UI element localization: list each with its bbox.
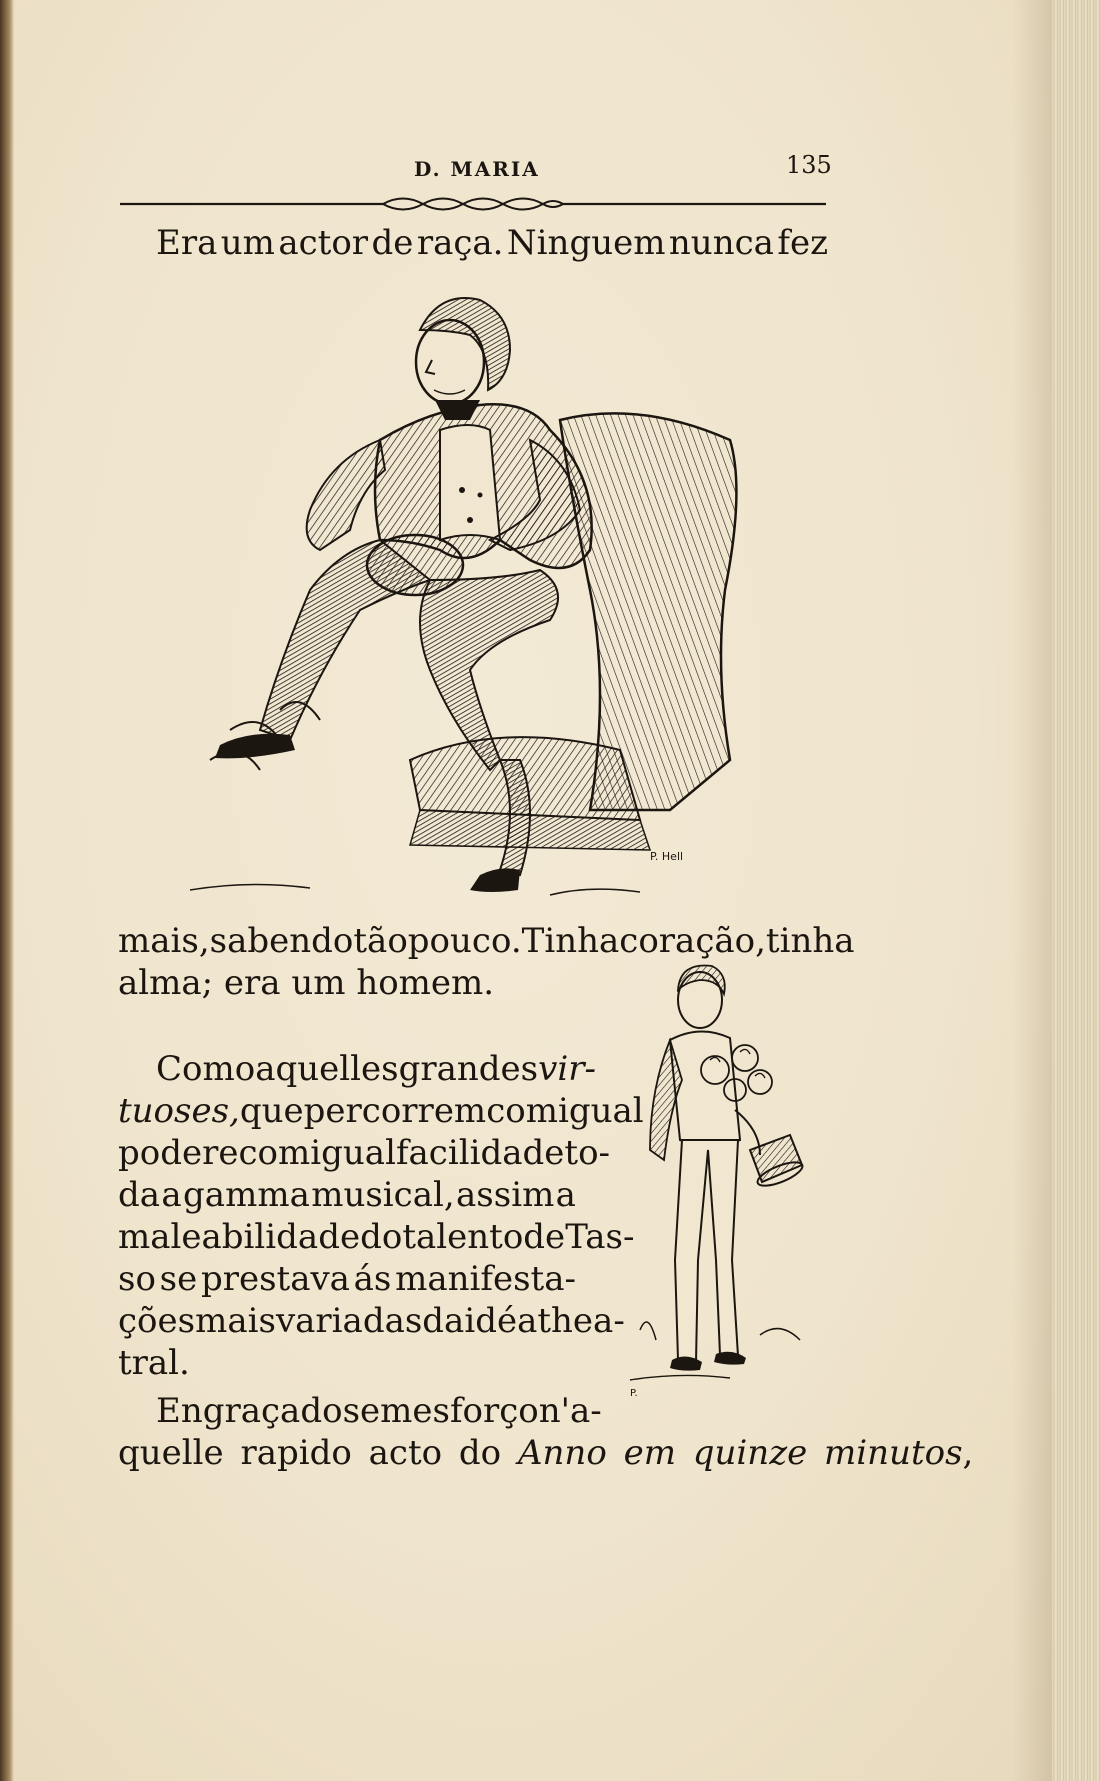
para2-line-8: tral.: [118, 1343, 190, 1383]
header-ornamental-rule: [118, 190, 828, 218]
para2-line-6: so se prestava ás manifesta-: [118, 1259, 576, 1299]
word: tão: [353, 921, 408, 961]
word: raça.: [416, 223, 504, 263]
word: pouco.: [407, 921, 522, 961]
page-number: 135: [786, 151, 832, 179]
word: Como: [156, 1049, 256, 1089]
word: com: [486, 1091, 558, 1131]
word: mais,: [118, 921, 210, 961]
word: actor: [278, 223, 369, 263]
running-title: D. MARIA: [414, 157, 540, 181]
word: igual: [557, 1091, 644, 1131]
para2-line-1: [156, 1048, 596, 1090]
para2-line-4: da a gamma musical, assim a: [118, 1175, 576, 1215]
italic-word: vir-: [538, 1049, 596, 1089]
text-line-3: alma; era um homem.: [118, 963, 495, 1003]
para2-line-3: poder e com igual facilidade to-: [118, 1133, 611, 1173]
text-line-2: [118, 920, 855, 962]
seated-actor-illustration: [170, 290, 750, 900]
page-shadow: [1012, 0, 1052, 1781]
word: Tinha: [521, 921, 620, 961]
para3-line-1: Engraçado sem esforço n'a-: [156, 1391, 602, 1431]
italic-title: Anno em quinze minutos: [517, 1433, 963, 1473]
italic-word: tuoses,: [118, 1091, 240, 1131]
standing-actor-illustration: [620, 960, 835, 1400]
word: tinha: [765, 921, 855, 961]
top-hat: [367, 535, 463, 595]
artist-signature: P.: [630, 1388, 638, 1399]
word: Era: [156, 223, 218, 263]
word: aquelles: [255, 1049, 399, 1089]
text-line-1: [156, 222, 828, 264]
word: nunca: [668, 223, 774, 263]
book-spine: [0, 0, 14, 1781]
artist-signature: P. Hell: [650, 850, 684, 863]
actor-shoe: [470, 868, 520, 892]
actor-legs: [675, 1140, 738, 1362]
word: Ninguem: [506, 223, 666, 263]
word: de: [371, 223, 414, 263]
word: coração,: [619, 921, 766, 961]
word: grandes: [398, 1049, 539, 1089]
word: sabendo: [209, 921, 354, 961]
word: que: [239, 1091, 304, 1131]
word: fez: [777, 223, 828, 263]
word: um: [220, 223, 275, 263]
para3-line-2: quelle rapido acto do Anno em quinze minutos,: [118, 1433, 974, 1473]
actor-shoe: [215, 734, 295, 759]
para2-line-7: ções mais variadas da idéa thea-: [118, 1301, 625, 1341]
fore-edge-pages: [1052, 0, 1100, 1781]
word: percorrem: [303, 1091, 487, 1131]
para2-line-2: [118, 1090, 644, 1132]
para2-line-5: maleabilidade do talento de Tas-: [118, 1217, 635, 1257]
